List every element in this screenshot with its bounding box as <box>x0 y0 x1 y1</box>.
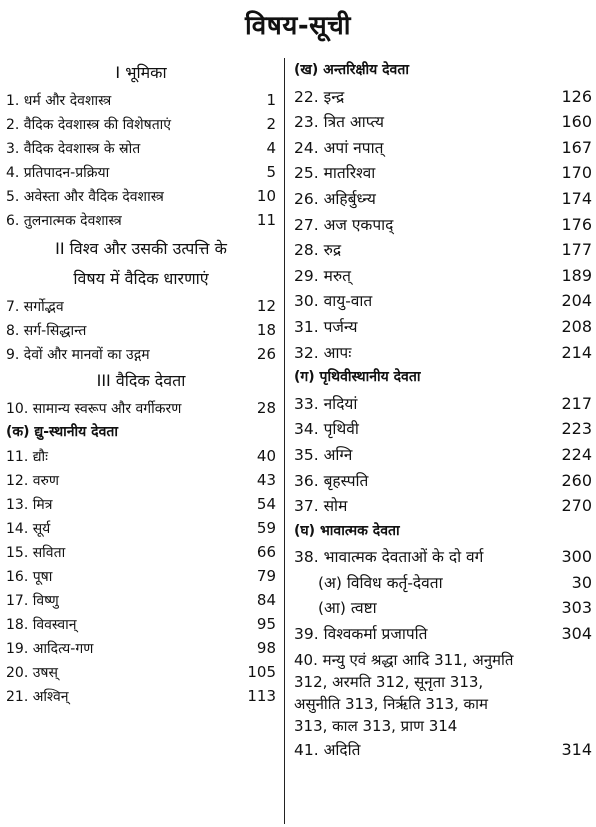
toc-entry-title: 29. मरुत् <box>294 266 351 285</box>
toc-entry[interactable] <box>294 391 592 417</box>
toc-entry-title: 35. अग्नि <box>294 445 353 464</box>
toc-entry-page: 113 <box>247 687 276 705</box>
toc-entry-page: 314 <box>561 739 592 759</box>
toc-entry[interactable] <box>6 612 276 636</box>
toc-left-column <box>6 58 276 708</box>
toc-entry[interactable] <box>6 160 276 184</box>
toc-entry-title: 41. अदिति <box>294 740 361 759</box>
toc-entry-page: 167 <box>561 137 592 157</box>
toc-entry-page: 174 <box>561 188 592 208</box>
toc-entry-page: 303 <box>561 598 592 618</box>
toc-entry[interactable] <box>6 492 276 516</box>
toc-entry-page: 84 <box>256 591 276 609</box>
toc-entry[interactable] <box>294 109 592 135</box>
toc-entry-line: 313, काल 313, प्राण 314 <box>294 716 458 735</box>
toc-entry-page: 176 <box>561 214 592 234</box>
toc-entry-page: 260 <box>561 470 592 490</box>
section-3-list <box>6 396 276 420</box>
toc-entry-title: 13. मित्र <box>6 497 53 513</box>
section-heading-universe-line2: विषय में वैदिक धारणाएं <box>73 269 209 288</box>
toc-entry-page: 59 <box>256 519 276 537</box>
toc-entry[interactable] <box>294 493 592 519</box>
toc-entry[interactable] <box>6 516 276 540</box>
toc-entry[interactable] <box>6 136 276 160</box>
toc-entry-line: 312, अरमति 312, सूनृता 313, <box>294 672 484 691</box>
toc-entry[interactable] <box>294 340 592 366</box>
toc-entry-page: 126 <box>561 86 592 106</box>
atmospheric-deities-list <box>294 84 592 366</box>
subheading-celestial-deities: (क) द्यु-स्थानीय देवता <box>6 424 119 440</box>
toc-entry[interactable] <box>6 294 276 318</box>
toc-entry-title: 21. अश्विन् <box>6 689 69 705</box>
toc-right-column <box>294 58 592 762</box>
toc-entry[interactable] <box>6 540 276 564</box>
toc-entry-page: 66 <box>256 543 276 561</box>
toc-entry[interactable] <box>294 621 592 647</box>
toc-entry[interactable] <box>6 184 276 208</box>
toc-entry-page: 170 <box>561 163 592 183</box>
toc-entry-page: 214 <box>561 342 592 362</box>
toc-entry-title: 31. पर्जन्य <box>294 317 358 336</box>
toc-entry[interactable] <box>294 314 592 340</box>
toc-entry[interactable] <box>6 564 276 588</box>
toc-entry[interactable] <box>294 737 592 763</box>
toc-entry[interactable] <box>294 544 592 570</box>
toc-entry[interactable] <box>294 237 592 263</box>
section-1-list <box>6 88 276 232</box>
toc-entry-page: 12 <box>256 297 276 315</box>
toc-entry-page: 26 <box>256 345 276 363</box>
toc-entry[interactable] <box>6 684 276 708</box>
toc-entry[interactable] <box>294 595 592 621</box>
toc-entry-title: 22. इन्द्र <box>294 87 345 106</box>
toc-entry-title: 24. अपां नपात् <box>294 138 384 157</box>
toc-entry-page: 300 <box>561 547 592 567</box>
toc-entry[interactable] <box>294 263 592 289</box>
toc-entry[interactable] <box>6 112 276 136</box>
toc-entry-title: 30. वायु-वात <box>294 292 373 311</box>
toc-entry-page: 30 <box>571 572 592 592</box>
toc-entry-title: 33. नदियां <box>294 394 358 413</box>
toc-entry[interactable] <box>294 186 592 212</box>
toc-entry-page: 43 <box>256 471 276 489</box>
toc-entry-title: 32. आपः <box>294 343 352 362</box>
toc-entry-page: 40 <box>256 447 276 465</box>
toc-entry-title: 28. रुद्र <box>294 241 342 260</box>
toc-entry[interactable] <box>6 208 276 232</box>
toc-entry[interactable] <box>6 468 276 492</box>
subheading-terrestrial-deities: (ग) पृथिवीस्थानीय देवता <box>294 369 421 386</box>
toc-entry-page: 160 <box>561 112 592 132</box>
toc-entry-title: 23. त्रित आप्त्य <box>294 113 385 132</box>
toc-entry[interactable] <box>294 212 592 238</box>
subheading-abstract-deities: (घ) भावात्मक देवता <box>294 522 400 539</box>
toc-entry-page: 208 <box>561 316 592 336</box>
toc-entry-title: 6. तुलनात्मक देवशास्त्र <box>6 213 122 229</box>
toc-entry[interactable] <box>6 318 276 342</box>
toc-entry-page: 204 <box>561 291 592 311</box>
toc-entry-title: 3. वैदिक देवशास्त्र के स्रोत <box>6 141 141 157</box>
celestial-deities-list <box>6 444 276 708</box>
toc-entry-page: 217 <box>561 393 592 413</box>
subheading-atmospheric-deities: (ख) अन्तरिक्षीय देवता <box>294 62 409 78</box>
toc-entry[interactable] <box>6 444 276 468</box>
toc-entry-line: असुनीति 313, निर्ऋति 313, काम <box>294 694 488 713</box>
toc-entry-page: 28 <box>256 399 276 417</box>
toc-entry-page: 5 <box>266 163 276 181</box>
toc-entry[interactable] <box>6 396 276 420</box>
toc-entry-title: (अ) विविध कर्तृ-देवता <box>318 573 443 592</box>
toc-entry-title: 1. धर्म और देवशास्त्र <box>6 93 112 109</box>
toc-entry-title: 2. वैदिक देवशास्त्र की विशेषताएं <box>6 117 172 133</box>
toc-entry-title: 39. विश्वकर्मा प्रजापति <box>294 625 428 644</box>
toc-entry-page: 2 <box>266 115 276 133</box>
page-title: विषय-सूची <box>245 11 351 41</box>
toc-entry[interactable] <box>294 84 592 110</box>
toc-entry-page: 270 <box>561 496 592 516</box>
toc-entry-title: 7. सर्गोद्भव <box>6 299 64 315</box>
toc-entry-title: (आ) त्वष्टा <box>318 599 377 618</box>
toc-entry[interactable] <box>294 442 592 468</box>
toc-entry-page: 189 <box>561 265 592 285</box>
toc-entry-title: 38. भावात्मक देवताओं के दो वर्ग <box>294 548 484 567</box>
section-2-list <box>6 294 276 366</box>
toc-entry[interactable] <box>6 588 276 612</box>
toc-entry-title: 5. अवेस्ता और वैदिक देवशास्त्र <box>6 189 164 205</box>
toc-entry-title: 9. देवों और मानवों का उद्गम <box>6 347 150 363</box>
toc-entry-title: 36. बृहस्पति <box>294 471 369 490</box>
toc-entry-title: 10. सामान्य स्वरूप और वर्गीकरण <box>6 401 182 417</box>
toc-entry-multiline[interactable] <box>294 649 592 737</box>
toc-entry-page: 98 <box>256 639 276 657</box>
toc-entry-page: 10 <box>256 187 276 205</box>
toc-entry-page: 304 <box>561 624 592 644</box>
toc-entry-title: 27. अज एकपाद् <box>294 215 394 234</box>
toc-entry-title: 15. सविता <box>6 545 66 561</box>
section-heading-vedic-deities: III वैदिक देवता <box>96 371 186 390</box>
toc-entry[interactable] <box>6 660 276 684</box>
toc-entry[interactable] <box>294 160 592 186</box>
toc-entry[interactable] <box>6 88 276 112</box>
toc-entry-title: 34. पृथिवी <box>294 420 359 439</box>
toc-entry[interactable] <box>294 288 592 314</box>
section-heading-universe: II विश्व और उसकी उत्पत्ति के <box>55 239 227 258</box>
toc-entry-page: 11 <box>256 211 276 229</box>
toc-entry-line: 40. मन्यु एवं श्रद्धा आदि 311, अनुमति <box>294 650 514 669</box>
toc-entry-title: 8. सर्ग-सिद्धान्त <box>6 323 87 339</box>
toc-entry-page: 1 <box>266 91 276 109</box>
toc-entry[interactable] <box>294 570 592 596</box>
column-divider <box>284 58 285 824</box>
toc-entry-page: 18 <box>256 321 276 339</box>
toc-entry-title: 11. द्यौः <box>6 449 48 465</box>
section-heading-introduction: I भूमिका <box>115 63 167 82</box>
toc-entry-page: 177 <box>561 240 592 260</box>
toc-entry-page: 224 <box>561 444 592 464</box>
toc-entry-title: 18. विवस्वान् <box>6 617 77 633</box>
toc-entry-page: 79 <box>256 567 276 585</box>
toc-entry-page: 223 <box>561 419 592 439</box>
terrestrial-deities-list <box>294 391 592 519</box>
toc-entry-title: 26. अहिर्बुध्न्य <box>294 189 376 208</box>
toc-entry-page: 95 <box>256 615 276 633</box>
toc-entry-page: 105 <box>247 663 276 681</box>
toc-entry-title: 25. मातरिश्वा <box>294 164 376 183</box>
toc-entry-title: 14. सूर्य <box>6 521 51 537</box>
toc-entry[interactable] <box>6 342 276 366</box>
toc-entry[interactable] <box>6 636 276 660</box>
toc-entry-title: 17. विष्णु <box>6 593 59 609</box>
toc-entry-title: 20. उषस् <box>6 665 58 681</box>
toc-entry[interactable] <box>294 135 592 161</box>
toc-entry-title: 12. वरुण <box>6 473 59 489</box>
toc-entry-title: 16. पूषा <box>6 569 53 585</box>
toc-entry[interactable] <box>294 416 592 442</box>
toc-entry[interactable] <box>294 468 592 494</box>
toc-entry-page: 4 <box>266 139 276 157</box>
toc-entry-title: 4. प्रतिपादन-प्रक्रिया <box>6 165 110 181</box>
toc-entry-page: 54 <box>256 495 276 513</box>
toc-entry-title: 19. आदित्य-गण <box>6 641 94 657</box>
toc-entry-title: 37. सोम <box>294 497 348 516</box>
